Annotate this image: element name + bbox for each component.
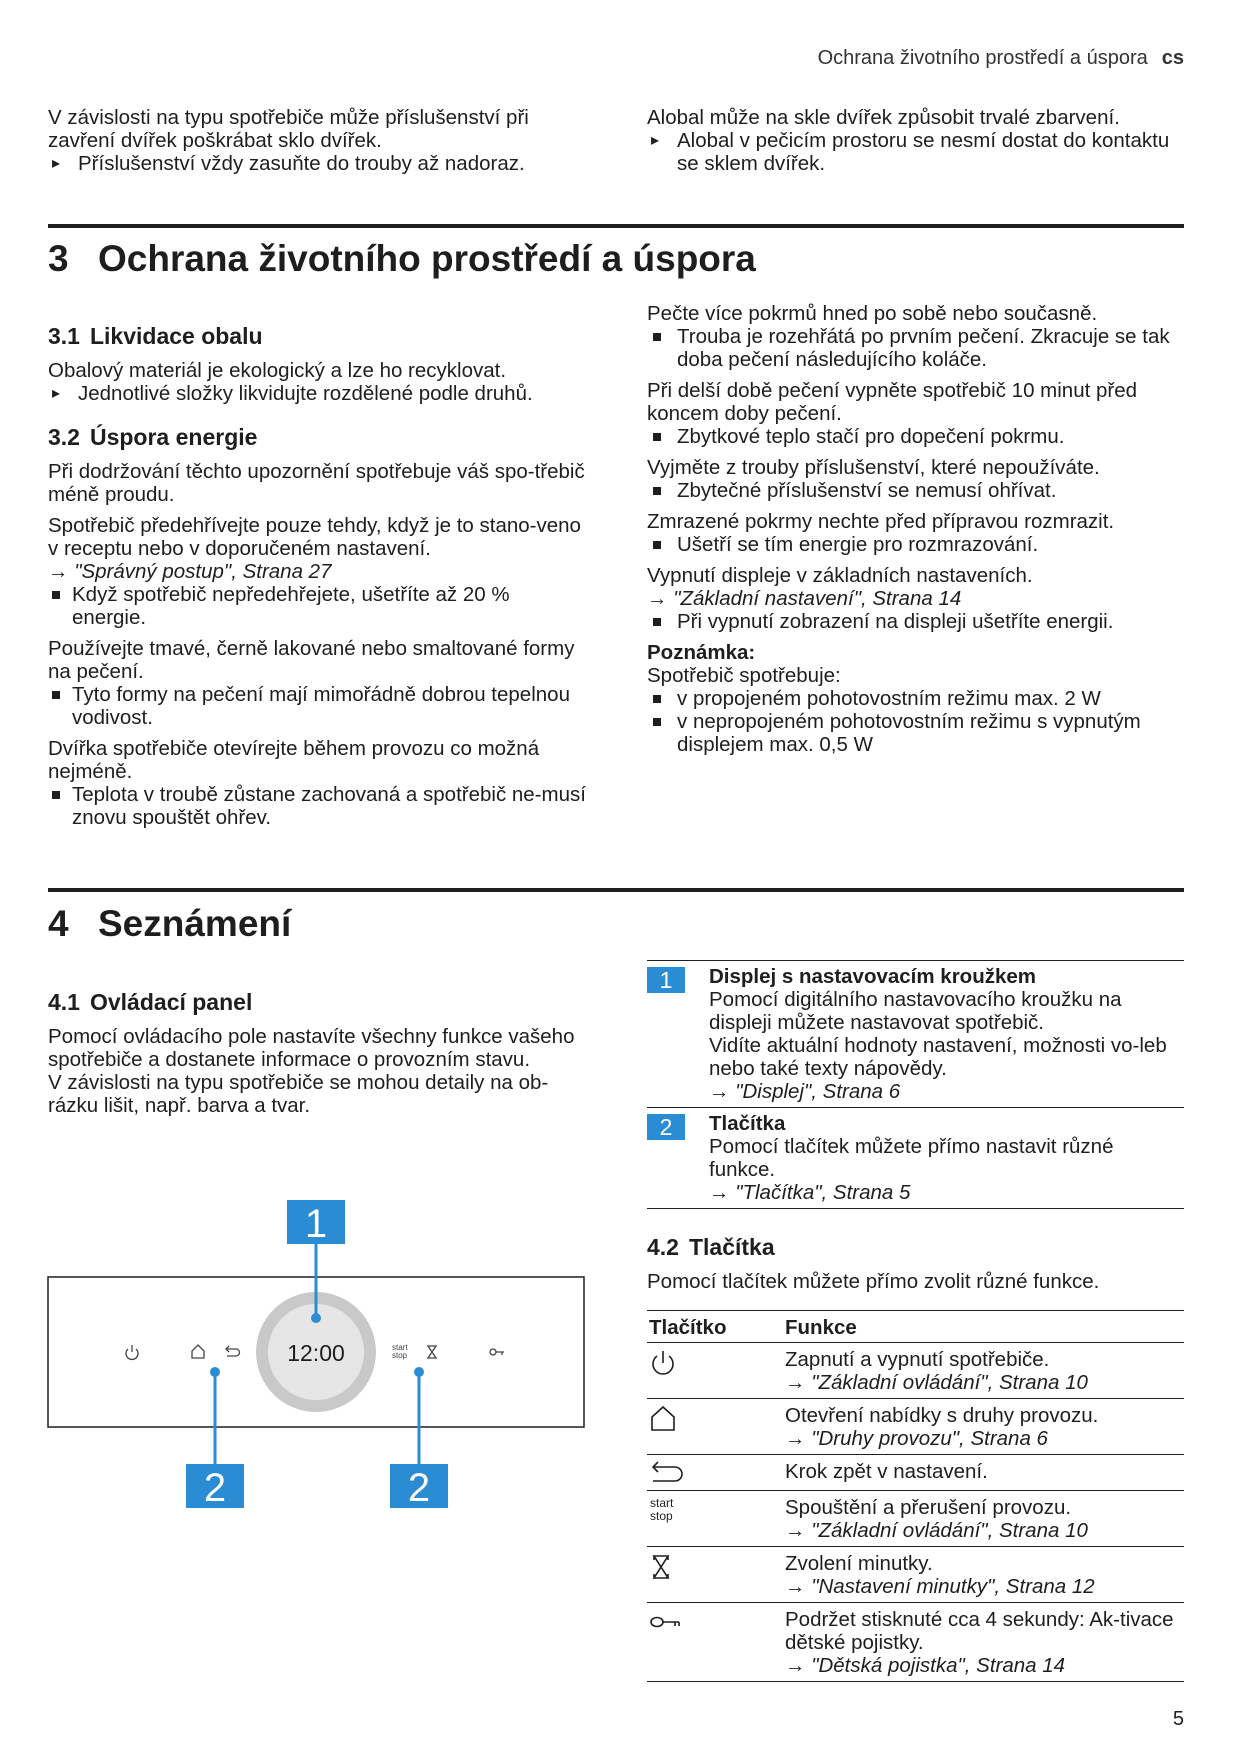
bullet: Tyto formy na pečení mají mimořádně dobrou tepelnou vodivost. — [48, 683, 588, 729]
section-3-left — [48, 322, 588, 837]
paragraph: Pomocí tlačítek můžete přímo zvolit různé funkce. — [647, 1270, 1100, 1293]
function-text: Krok zpět v nastavení. — [785, 1460, 988, 1483]
function-text: Podržet stisknuté cca 4 sekundy: Ak-tivace dětské pojistky. — [785, 1608, 1174, 1654]
paragraph: Používejte tmavé, černě lakované nebo smaltované formy na pečení. — [48, 637, 575, 683]
cross-reference[interactable]: → "Základní ovládání", Strana 10 — [785, 1519, 1088, 1542]
legend-number: 1 — [647, 967, 685, 993]
bullet: Trouba je rozehřátá po prvním pečení. Zkracuje se tak doba pečení následujícího koláče. — [647, 325, 1187, 371]
bullet: Když spotřebič nepředehřejete, ušetříte až 20 % energie. — [48, 583, 588, 629]
section-rule — [48, 888, 1184, 892]
table-row — [647, 1455, 1184, 1491]
table-row — [647, 1491, 1184, 1547]
svg-text:start: start — [650, 1496, 674, 1510]
table-row — [647, 1399, 1184, 1455]
paragraph: Pečte více pokrmů hned po sobě nebo současně. — [647, 302, 1098, 325]
section-4-heading: 4 Seznámení — [48, 903, 292, 944]
table-header-row — [647, 1311, 1184, 1343]
power-icon — [649, 1348, 679, 1378]
paragraph: V závislosti na typu spotřebiče se mohou detaily na ob-rázku lišit, např. barva a tvar. — [48, 1071, 549, 1117]
subsection-3-1-heading: 3.1 Likvidace obalu — [48, 323, 263, 349]
note-bullet: v propojeném pohotovostním režimu max. 2 W — [647, 687, 1187, 710]
section-4-2 — [647, 1233, 1187, 1293]
subsection-4-1-heading: 4.1 Ovládací panel — [48, 989, 253, 1015]
cross-reference[interactable]: → "Nastavení minutky", Strana 12 — [785, 1575, 1095, 1598]
section-4-1 — [48, 988, 588, 1117]
legend-text: Pomocí digitálního nastavovacího kroužku na displeji můžete nastavovat spotřebič. — [709, 988, 1122, 1034]
bullet: Ušetří se tím energie pro rozmrazování. — [647, 533, 1187, 556]
start-stop-icon — [649, 1496, 689, 1526]
legend-row — [647, 1108, 1184, 1209]
top-left-block — [48, 106, 588, 183]
function-text: Zapnutí a vypnutí spotřebiče. — [785, 1348, 1050, 1371]
table-row — [647, 1547, 1184, 1603]
function-text: Spouštění a přerušení provozu. — [785, 1496, 1072, 1519]
timer-icon — [649, 1552, 679, 1582]
paragraph: Při dodržování těchto upozornění spotřebuje váš spo-třebič méně proudu. — [48, 460, 585, 506]
language-code: cs — [1161, 47, 1184, 69]
section-3-right — [647, 302, 1187, 756]
instruction: ▸ Alobal v pečicím prostoru se nesmí dostat do kontaktu se sklem dvířek. — [647, 129, 1187, 175]
figure-legend — [647, 960, 1184, 1209]
callout-2b-label: 2 — [407, 1466, 431, 1510]
bullet: Při vypnutí zobrazení na displeji ušetříte energii. — [647, 610, 1187, 633]
paragraph: Vyjměte z trouby příslušenství, které nepoužíváte. — [647, 456, 1100, 479]
column-header: Funkce — [783, 1311, 1184, 1343]
table-row — [647, 1603, 1184, 1682]
cross-reference[interactable]: → "Základní nastavení", Strana 14 — [647, 587, 962, 610]
legend-number: 2 — [647, 1114, 685, 1140]
svg-text:stop: stop — [650, 1509, 673, 1523]
function-text: Otevření nabídky s druhy provozu. — [785, 1404, 1099, 1427]
page-number: 5 — [1172, 1708, 1184, 1730]
panel-key-icon — [490, 1349, 504, 1355]
note-bullet: v nepropojeném pohotovostním režimu s vypnutým displejem max. 0,5 W — [647, 710, 1187, 756]
subsection-4-2-heading: 4.2 Tlačítka — [647, 1234, 775, 1260]
function-text: Zvolení minutky. — [785, 1552, 933, 1575]
paragraph: Zmrazené pokrmy nechte před přípravou rozmrazit. — [647, 510, 1115, 533]
cross-reference[interactable]: → "Druhy provozu", Strana 6 — [785, 1427, 1048, 1450]
bullet: Teplota v troubě zůstane zachovaná a spotřebič ne-musí znovu spouštět ohřev. — [48, 783, 588, 829]
panel-stop-label: stop — [392, 1351, 408, 1360]
cross-reference[interactable]: → "Základní ovládání", Strana 10 — [785, 1371, 1088, 1394]
panel-timer-icon — [428, 1346, 436, 1358]
table-row — [647, 1343, 1184, 1399]
cross-reference[interactable]: → "Tlačítka", Strana 5 — [709, 1181, 911, 1204]
header-title: Ochrana životního prostředí a úspora — [817, 47, 1148, 69]
callout-2a-label: 2 — [203, 1466, 227, 1510]
paragraph: Alobal může na skle dvířek způsobit trvalé zbarvení. — [647, 106, 1120, 129]
bullet: Zbytkové teplo stačí pro dopečení pokrmu. — [647, 425, 1187, 448]
display-time: 12:00 — [287, 1340, 345, 1366]
column-header: Tlačítko — [647, 1311, 783, 1343]
callout-dot — [210, 1367, 220, 1377]
subsection-3-2-heading: 3.2 Úspora energie — [48, 424, 258, 450]
paragraph: Vypnutí displeje v základních nastaveních. — [647, 564, 1033, 587]
callout-dot — [311, 1313, 321, 1323]
paragraph: V závislosti na typu spotřebiče může příslušenství při zavření dvířek poškrábat sklo dvířek. — [48, 106, 529, 152]
legend-text: Vidíte aktuální hodnoty nastavení, možnosti vo-leb nebo také texty nápovědy. — [709, 1034, 1167, 1080]
legend-title: Tlačítka — [709, 1112, 786, 1135]
legend-text: Pomocí tlačítek můžete přímo nastavit různé funkce. — [709, 1135, 1114, 1181]
back-icon — [649, 1460, 685, 1486]
cross-reference[interactable]: → "Displej", Strana 6 — [709, 1080, 901, 1103]
buttons-table — [647, 1310, 1184, 1682]
panel-home-icon — [192, 1345, 204, 1358]
panel-start-label: start — [392, 1343, 408, 1352]
running-header — [818, 47, 1184, 70]
legend-row — [647, 961, 1184, 1108]
paragraph: Při delší době pečení vypněte spotřebič 10 minut před koncem doby pečení. — [647, 379, 1138, 425]
key-icon — [649, 1608, 685, 1638]
panel-back-icon — [226, 1346, 239, 1356]
panel-power-icon — [126, 1345, 138, 1359]
paragraph: Spotřebič předehřívejte pouze tehdy, když je to stano-veno v receptu nebo v doporučeném nastavení. — [48, 514, 581, 560]
note-title: Poznámka: — [647, 641, 756, 664]
note-text: Spotřebič spotřebuje: — [647, 664, 841, 687]
home-icon — [649, 1404, 679, 1434]
paragraph: Obalový materiál je ekologický a lze ho recyklovat. — [48, 359, 507, 382]
top-right-block — [647, 106, 1187, 183]
callout-dot — [414, 1367, 424, 1377]
callout-1-label: 1 — [304, 1202, 328, 1246]
instruction: ▸ Jednotlivé složky likvidujte rozdělené podle druhů. — [48, 382, 588, 405]
section-3-heading: 3 Ochrana životního prostředí a úspora — [48, 238, 756, 279]
paragraph: Pomocí ovládacího pole nastavíte všechny funkce vašeho spotřebiče a dostanete informace o provozním stavu. — [48, 1025, 575, 1071]
cross-reference[interactable]: → "Správný postup", Strana 27 — [48, 560, 332, 583]
bullet: Zbytečné příslušenství se nemusí ohřívat. — [647, 479, 1187, 502]
control-panel-figure — [46, 1190, 586, 1570]
instruction: ▸ Příslušenství vždy zasuňte do trouby až nadoraz. — [48, 152, 588, 175]
paragraph: Dvířka spotřebiče otevírejte během provozu co možná nejméně. — [48, 737, 540, 783]
legend-title: Displej s nastavovacím kroužkem — [709, 965, 1037, 988]
section-rule — [48, 224, 1184, 228]
cross-reference[interactable]: → "Dětská pojistka", Strana 14 — [785, 1654, 1066, 1677]
